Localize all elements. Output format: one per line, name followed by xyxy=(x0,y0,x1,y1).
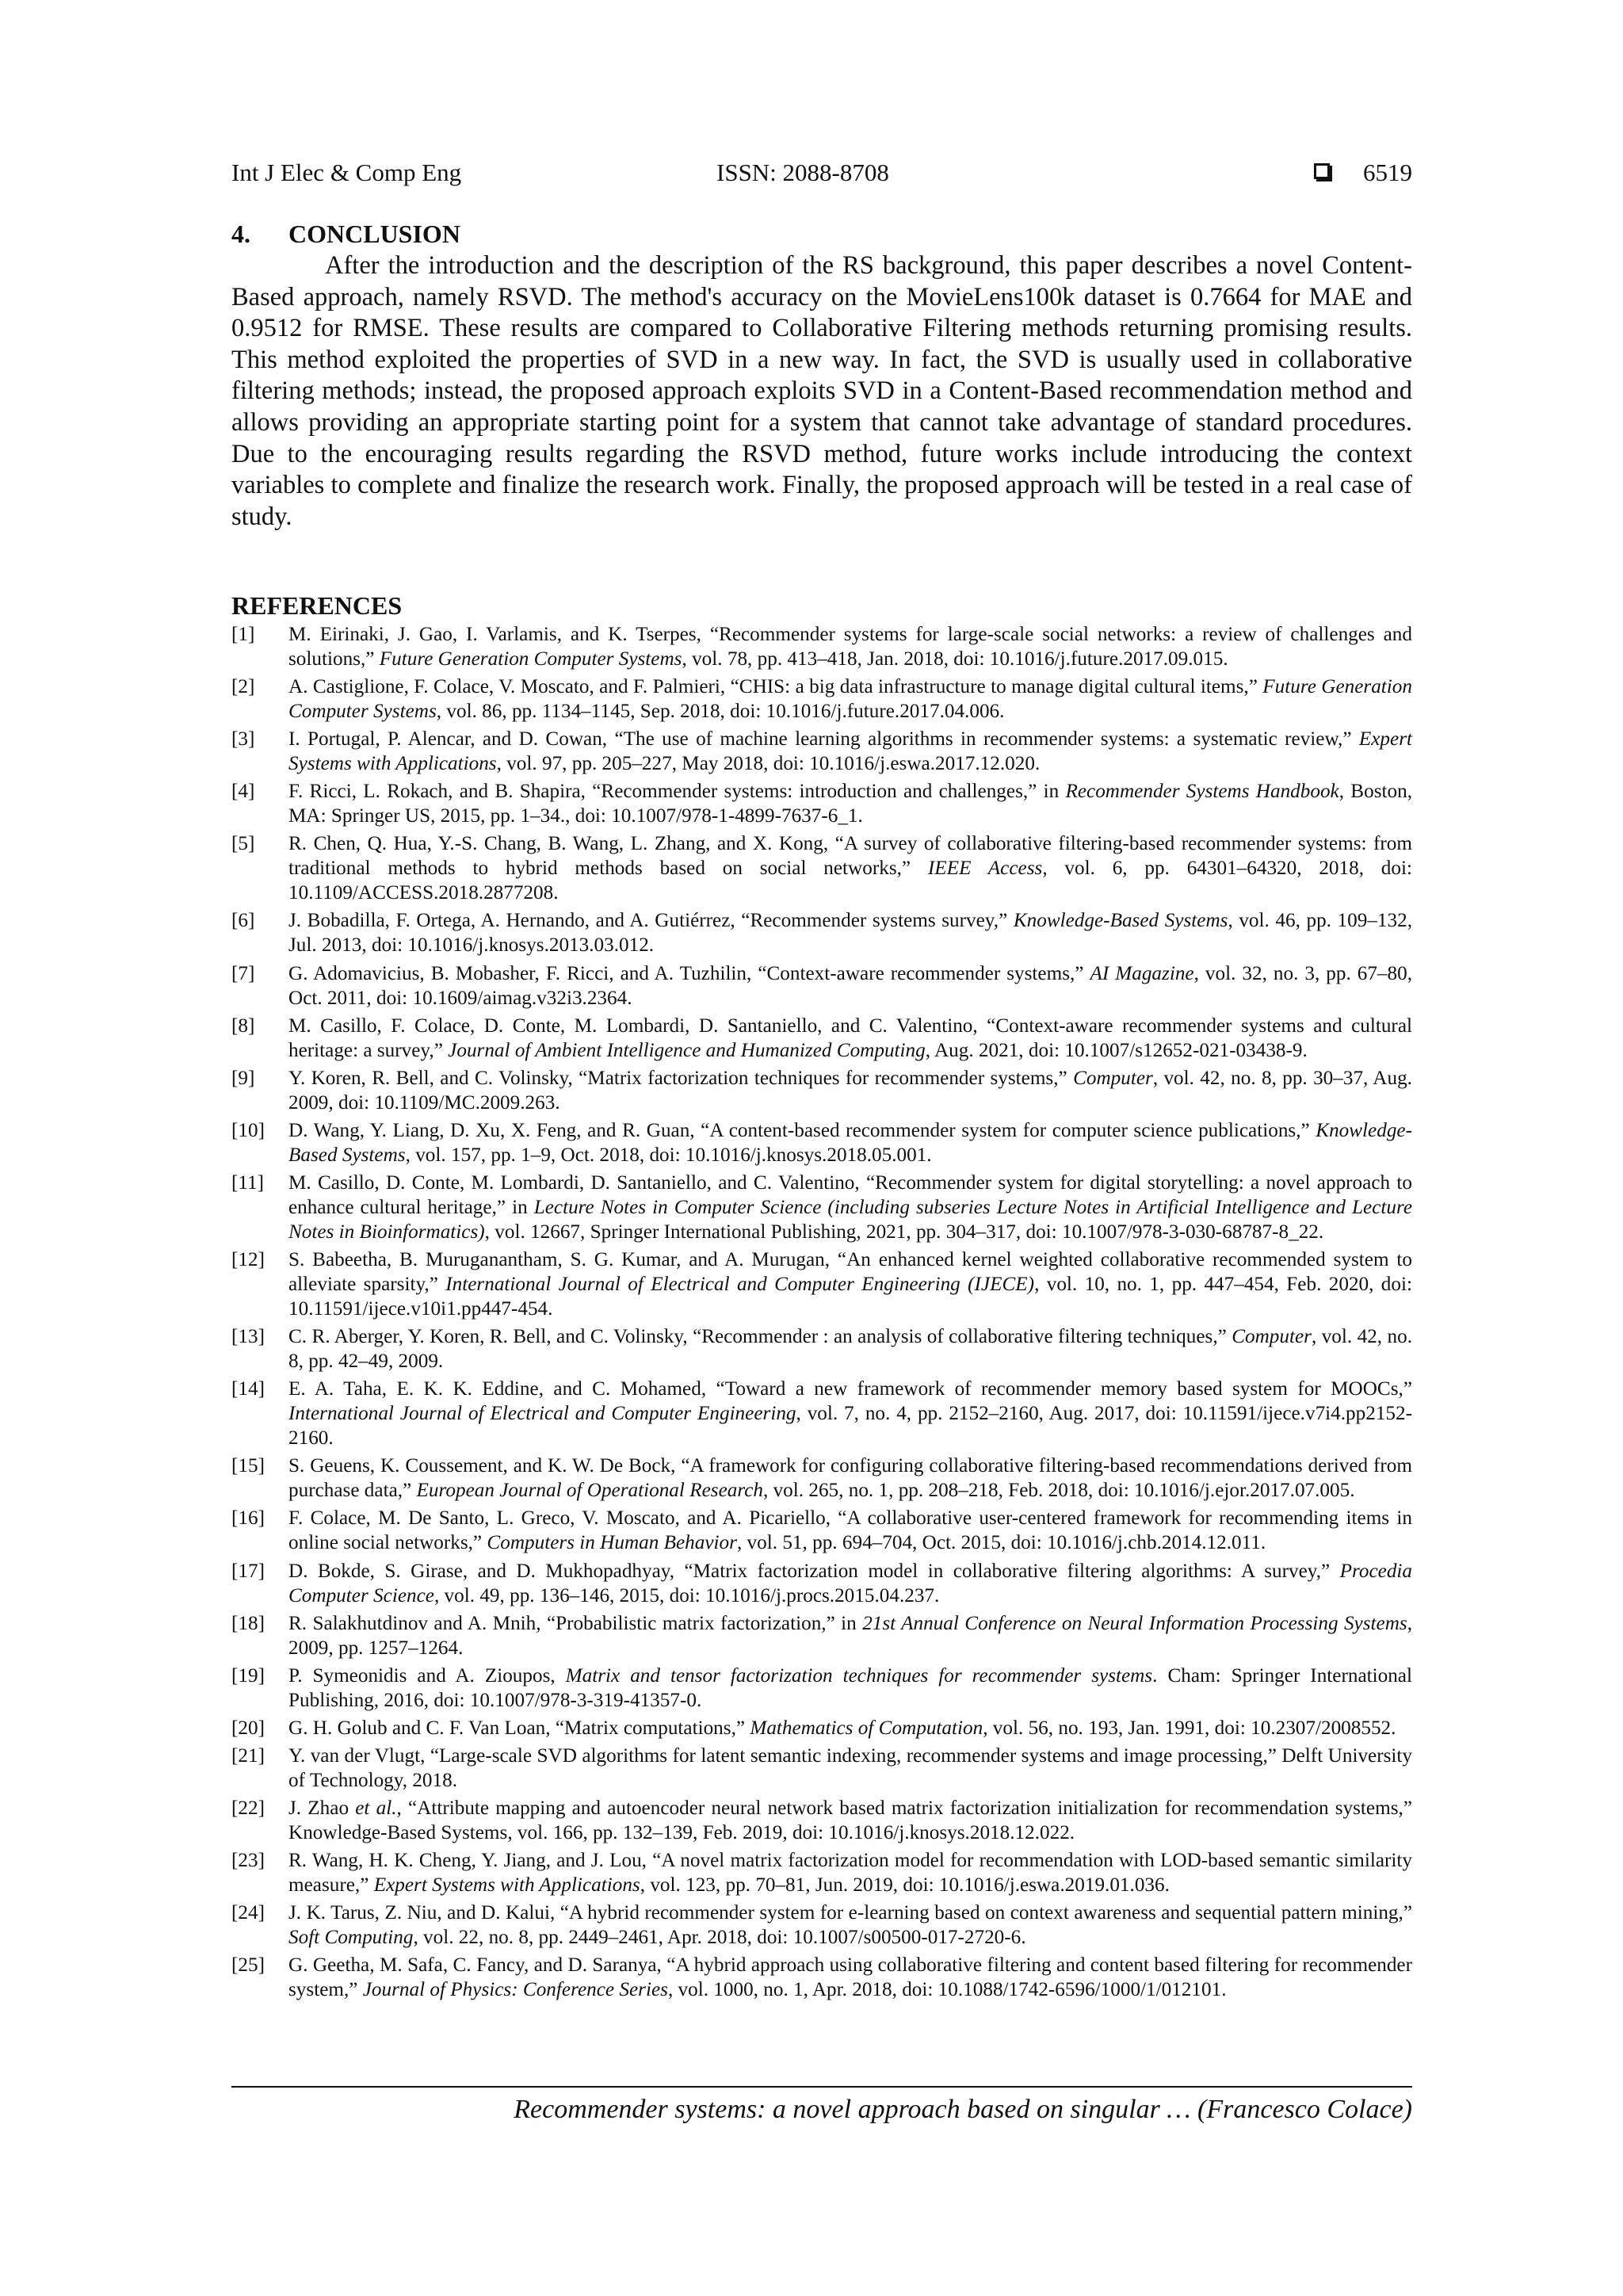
reference-item xyxy=(231,779,1412,828)
reference-text-part: , vol. 56, no. 193, Jan. 1991, doi: 10.2307/2008552. xyxy=(983,1717,1396,1739)
reference-text xyxy=(288,622,1412,671)
issn: ISSN: 2088-8708 xyxy=(716,159,889,186)
reference-text-part: , vol. 78, pp. 413–418, Jan. 2018, doi: 10.1016/j.future.2017.09.015. xyxy=(682,648,1228,670)
reference-text-part: , vol. 1000, no. 1, Apr. 2018, doi: 10.1088/1742-6596/1000/1/012101. xyxy=(667,1979,1227,2001)
reference-item xyxy=(231,1454,1412,1503)
reference-text-part: G. Adomavicius, B. Mobasher, F. Ricci, and A. Tuzhilin, “Context-aware recommender systems,” xyxy=(288,962,1090,984)
reference-venue: AI Magazine xyxy=(1090,962,1194,984)
reference-item xyxy=(231,961,1412,1010)
reference-item xyxy=(231,727,1412,776)
checkbox-square-icon xyxy=(1314,163,1330,179)
reference-text xyxy=(288,1377,1412,1450)
reference-list xyxy=(231,622,1412,2005)
journal-name: Int J Elec & Comp Eng xyxy=(231,159,462,186)
running-footer: Recommender systems: a novel approach based on singular … (Francesco Colace) xyxy=(514,2095,1412,2124)
reference-venue: Computer xyxy=(1073,1067,1153,1089)
reference-text xyxy=(288,1066,1412,1115)
reference-text-part: R. Wang, H. K. Cheng, Y. Jiang, and J. Lou, “A novel matrix factorization model for recommendation with LOD-based semantic similarity measure,” xyxy=(288,1850,1412,1897)
reference-text xyxy=(288,1247,1412,1321)
reference-number: [20] xyxy=(231,1717,265,1739)
reference-text xyxy=(288,1848,1412,1897)
reference-text xyxy=(288,727,1412,776)
reference-number: [19] xyxy=(231,1664,265,1687)
reference-text-part: . Cham: Springer International Publishing, 2016, doi: 10.1007/978-3-319-41357-0. xyxy=(288,1664,1412,1711)
reference-text-part: G. H. Golub and C. F. Van Loan, “Matrix computations,” xyxy=(288,1717,750,1739)
reference-text-part: , Aug. 2021, doi: 10.1007/s12652-021-03438-9. xyxy=(925,1039,1308,1061)
reference-text-part: , vol. 51, pp. 694–704, Oct. 2015, doi: 10.1016/j.chb.2014.12.011. xyxy=(736,1532,1266,1554)
reference-venue: International Journal of Electrical and Computer Engineering xyxy=(288,1403,796,1425)
reference-number: [18] xyxy=(231,1612,265,1634)
reference-text xyxy=(288,779,1412,828)
reference-venue: International Journal of Electrical and Computer Engineering (IJECE) xyxy=(445,1274,1035,1296)
reference-item xyxy=(231,1506,1412,1555)
reference-number: [21] xyxy=(231,1744,265,1767)
reference-text xyxy=(288,1454,1412,1503)
reference-item xyxy=(231,1848,1412,1897)
reference-number: [4] xyxy=(231,781,255,803)
reference-text-part: , vol. 42, no. 8, pp. 42–49, 2009. xyxy=(288,1326,1412,1373)
running-header xyxy=(231,155,1412,190)
page-number: 6519 xyxy=(1363,159,1412,186)
reference-venue: Lecture Notes in Computer Science (including subseries Lecture Notes in Artificial Intelligence and Lecture Notes in Bioinformatics) xyxy=(288,1196,1413,1243)
reference-item xyxy=(231,1716,1412,1740)
reference-text-part: Y. van der Vlugt, “Large-scale SVD algorithms for latent semantic indexing, recommender systems and image processing,” Delft University of Technology, 2018. xyxy=(288,1744,1412,1791)
reference-item xyxy=(231,1744,1412,1793)
reference-number: [23] xyxy=(231,1850,265,1872)
reference-text xyxy=(288,1506,1412,1555)
reference-venue: Recommender Systems Handbook xyxy=(1065,781,1339,803)
reference-text xyxy=(288,961,1412,1010)
reference-text-part: J. K. Tarus, Z. Niu, and D. Kalui, “A hybrid recommender system for e-learning based on context awareness and sequential pattern mining,” xyxy=(288,1902,1412,1924)
reference-number: [8] xyxy=(231,1014,255,1037)
reference-text-part: F. Colace, M. De Santo, L. Greco, V. Moscato, and A. Picariello, “A collaborative user-centered framework for recommending items in online social networks,” xyxy=(288,1507,1412,1554)
reference-text-part: , vol. 22, no. 8, pp. 2449–2461, Apr. 2018, doi: 10.1007/s00500-017-2720-6. xyxy=(413,1927,1026,1949)
reference-venue: Knowledge-Based Systems xyxy=(288,1119,1412,1166)
reference-text xyxy=(288,1796,1412,1845)
reference-venue: Future Generation Computer Systems xyxy=(288,676,1412,723)
reference-number: [13] xyxy=(231,1326,265,1348)
reference-venue: Knowledge-Based Systems xyxy=(1013,910,1228,932)
reference-text-part: J. Zhao xyxy=(288,1797,356,1819)
reference-text-part: R. Chen, Q. Hua, Y.-S. Chang, B. Wang, L. Zhang, and X. Kong, “A survey of collaborative filtering-based recommender systems: from traditional methods to hybrid methods based on social networks,” xyxy=(288,833,1412,880)
reference-number: [2] xyxy=(231,676,255,698)
reference-item xyxy=(231,1171,1412,1244)
reference-text-part: M. Casillo, D. Conte, M. Lombardi, D. Santaniello, and C. Valentino, “Recommender system for digital storytelling: a novel approach to enhance cultural heritage,” in xyxy=(288,1171,1412,1218)
reference-text-part: P. Symeonidis and A. Zioupos, xyxy=(288,1664,566,1687)
reference-venue: Journal of Ambient Intelligence and Humanized Computing xyxy=(448,1039,926,1061)
reference-text-part: F. Ricci, L. Rokach, and B. Shapira, “Recommender systems: introduction and challenges,” in xyxy=(288,781,1066,803)
reference-text-part: , vol. 32, no. 3, pp. 67–80, Oct. 2011, doi: 10.1609/aimag.v32i3.2364. xyxy=(288,962,1413,1009)
reference-item xyxy=(231,622,1412,671)
references-heading: REFERENCES xyxy=(231,591,403,620)
reference-item xyxy=(231,908,1412,957)
reference-text-part: , vol. 42, no. 8, pp. 30–37, Aug. 2009, doi: 10.1109/MC.2009.263. xyxy=(288,1067,1412,1114)
reference-text xyxy=(288,1324,1412,1373)
reference-text-part: D. Bokde, S. Girase, and D. Mukhopadhyay, “Matrix factorization model in collaborative filtering algorithms: A survey,” xyxy=(288,1560,1340,1582)
reference-venue: Future Generation Computer Systems xyxy=(379,648,682,670)
reference-venue: Soft Computing xyxy=(288,1927,414,1949)
reference-item xyxy=(231,1559,1412,1608)
reference-text-part: G. Geetha, M. Safa, C. Fancy, and D. Saranya, “A hybrid approach using collaborative filtering and content based filtering for recommender system,” xyxy=(288,1954,1412,2001)
reference-text xyxy=(288,1118,1412,1167)
reference-number: [22] xyxy=(231,1797,265,1819)
reference-text xyxy=(288,674,1412,724)
reference-venue: Mathematics of Computation xyxy=(750,1717,983,1739)
reference-venue: Expert Systems with Applications xyxy=(288,728,1412,775)
reference-item xyxy=(231,1664,1412,1713)
reference-number: [10] xyxy=(231,1119,265,1141)
reference-text-part: A. Castiglione, F. Colace, V. Moscato, and F. Palmieri, “CHIS: a big data infrastructure to manage digital cultural items,” xyxy=(288,676,1263,698)
reference-text-part: , vol. 265, no. 1, pp. 208–218, Feb. 2018, doi: 10.1016/j.ejor.2017.07.005. xyxy=(762,1480,1355,1502)
reference-text-part: M. Eirinaki, J. Gao, I. Varlamis, and K. Tserpes, “Recommender systems for large-scale social networks: a review of challenges and solutions,” xyxy=(288,624,1412,670)
reference-venue: Computer xyxy=(1232,1326,1312,1348)
reference-text xyxy=(288,1014,1412,1063)
reference-number: [17] xyxy=(231,1560,265,1582)
reference-number: [25] xyxy=(231,1954,265,1977)
reference-number: [6] xyxy=(231,910,255,932)
reference-item xyxy=(231,1901,1412,1950)
reference-text xyxy=(288,1901,1412,1950)
reference-item xyxy=(231,1953,1412,2002)
reference-venue: et al. xyxy=(355,1797,397,1819)
reference-text xyxy=(288,1744,1412,1793)
reference-venue: 21st Annual Conference on Neural Information Processing Systems xyxy=(862,1612,1407,1634)
reference-text xyxy=(288,831,1412,905)
reference-item xyxy=(231,1118,1412,1167)
reference-text xyxy=(288,1171,1412,1244)
reference-number: [12] xyxy=(231,1249,265,1271)
reference-item xyxy=(231,1066,1412,1115)
reference-text-part: C. R. Aberger, Y. Koren, R. Bell, and C. Volinsky, “Recommender : an analysis of collaborative filtering techniques,” xyxy=(288,1326,1232,1348)
reference-venue: European Journal of Operational Research xyxy=(416,1480,763,1502)
reference-number: [3] xyxy=(231,728,255,751)
section-title: CONCLUSION xyxy=(288,220,460,248)
reference-text-part: , “Attribute mapping and autoencoder neural network based matrix factorization initialization for recommendation systems,” Knowledge-Based Systems, vol. 166, pp. 132–139, Feb. 2019, doi: 10.1016/j.knosys.2018.12.022. xyxy=(288,1797,1412,1843)
reference-text-part: , vol. 123, pp. 70–81, Jun. 2019, doi: 10.1016/j.eswa.2019.01.036. xyxy=(640,1874,1170,1897)
reference-text-part: , vol. 10, no. 1, pp. 447–454, Feb. 2020, doi: 10.11591/ijece.v10i1.pp447-454. xyxy=(288,1274,1412,1320)
reference-text-part: D. Wang, Y. Liang, D. Xu, X. Feng, and R. Guan, “A content-based recommender system for computer science publications,” xyxy=(288,1119,1316,1141)
reference-text-part: R. Salakhutdinov and A. Mnih, “Probabilistic matrix factorization,” in xyxy=(288,1612,863,1634)
reference-number: [14] xyxy=(231,1378,265,1400)
reference-item xyxy=(231,1796,1412,1845)
reference-text-part: Y. Koren, R. Bell, and C. Volinsky, “Matrix factorization techniques for recommender systems,” xyxy=(288,1067,1074,1089)
reference-item xyxy=(231,831,1412,905)
reference-item xyxy=(231,1247,1412,1321)
reference-text-part: , vol. 97, pp. 205–227, May 2018, doi: 10.1016/j.eswa.2017.12.020. xyxy=(496,753,1041,775)
reference-venue: Expert Systems with Applications xyxy=(373,1874,640,1897)
reference-text-part: , vol. 6, pp. 64301–64320, 2018, doi: 10.1109/ACCESS.2018.2877208. xyxy=(288,858,1412,904)
reference-number: [15] xyxy=(231,1455,265,1477)
reference-text-part: , 2009, pp. 1257–1264. xyxy=(288,1612,1412,1659)
reference-text-part: , Boston, MA: Springer US, 2015, pp. 1–34., doi: 10.1007/978-1-4899-7637-6_1. xyxy=(288,781,1412,827)
reference-number: [1] xyxy=(231,624,255,645)
reference-text xyxy=(288,1611,1412,1660)
reference-number: [16] xyxy=(231,1507,265,1530)
reference-text-part: , vol. 46, pp. 109–132, Jul. 2013, doi: 10.1016/j.knosys.2013.03.012. xyxy=(288,910,1412,957)
reference-item xyxy=(231,1014,1412,1063)
reference-item xyxy=(231,1611,1412,1660)
reference-item xyxy=(231,1377,1412,1450)
reference-text-part: J. Bobadilla, F. Ortega, A. Hernando, and A. Gutiérrez, “Recommender systems survey,” xyxy=(288,910,1014,932)
reference-item xyxy=(231,674,1412,724)
reference-number: [7] xyxy=(231,962,255,984)
reference-venue: Journal of Physics: Conference Series xyxy=(362,1979,668,2001)
reference-venue: IEEE Access xyxy=(927,858,1043,880)
section-number: 4. xyxy=(231,220,250,248)
reference-number: [5] xyxy=(231,833,255,855)
reference-text xyxy=(288,1664,1412,1713)
reference-text-part: M. Casillo, F. Colace, D. Conte, M. Lombardi, D. Santaniello, and C. Valentino, “Context-aware recommender systems and cultural heritage: a survey,” xyxy=(288,1014,1412,1061)
reference-text-part: I. Portugal, P. Alencar, and D. Cowan, “The use of machine learning algorithms in recommender systems: a systematic review,” xyxy=(288,728,1359,751)
reference-text-part: , vol. 86, pp. 1134–1145, Sep. 2018, doi: 10.1016/j.future.2017.04.006. xyxy=(436,701,1005,723)
conclusion-paragraph: After the introduction and the description of the RS background, this paper describes a novel Content-Based approach, namely RSVD. The method's accuracy on the MovieLens100k dataset is 0.7664 for MAE and 0.9512 for RMSE. These results are compared to Collaborative Filtering methods returning promising results. This method exploited the properties of SVD in a new way. In fact, the SVD is usually used in collaborative filtering methods; instead, the proposed approach exploits SVD in a Content-Based recommendation method and allows providing an appropriate starting point for a system that cannot take advantage of standard procedures. Due to the encouraging results regarding the RSVD method, future works include introducing the context variables to complete and finalize the research work. Finally, the proposed approach will be tested in a real case of study. xyxy=(231,251,1412,531)
reference-text-part: , vol. 157, pp. 1–9, Oct. 2018, doi: 10.1016/j.knosys.2018.05.001. xyxy=(405,1144,932,1166)
reference-text-part: , vol. 7, no. 4, pp. 2152–2160, Aug. 2017, doi: 10.11591/ijece.v7i4.pp2152-2160. xyxy=(288,1403,1412,1450)
reference-number: [24] xyxy=(231,1902,265,1924)
reference-text-part: E. A. Taha, E. K. K. Eddine, and C. Mohamed, “Toward a new framework of recommender memory based system for MOOCs,” xyxy=(288,1378,1412,1400)
reference-venue: Matrix and tensor factorization techniques for recommender systems xyxy=(565,1664,1153,1687)
reference-venue: Procedia Computer Science xyxy=(288,1560,1412,1606)
reference-text xyxy=(288,1716,1412,1740)
reference-text-part: S. Geuens, K. Coussement, and K. W. De Bock, “A framework for configuring collaborative filtering-based recommendations derived from purchase data,” xyxy=(288,1455,1412,1502)
reference-number: [11] xyxy=(231,1171,265,1194)
reference-item xyxy=(231,1324,1412,1373)
section-heading xyxy=(231,216,460,251)
reference-number: [9] xyxy=(231,1067,255,1089)
reference-text-part: , vol. 12667, Springer International Publishing, 2021, pp. 304–317, doi: 10.1007/978-3-030-68787-8_22. xyxy=(484,1221,1324,1243)
footer-divider xyxy=(231,2086,1412,2088)
reference-text xyxy=(288,908,1412,957)
reference-text-part: , vol. 49, pp. 136–146, 2015, doi: 10.1016/j.procs.2015.04.237. xyxy=(433,1584,940,1606)
reference-text-part: S. Babeetha, B. Muruganantham, S. G. Kumar, and A. Murugan, “An enhanced kernel weighted collaborative recommended system to alleviate sparsity,” xyxy=(288,1249,1412,1296)
reference-text xyxy=(288,1559,1412,1608)
reference-venue: Computers in Human Behavior xyxy=(487,1532,737,1554)
reference-text xyxy=(288,1953,1412,2002)
